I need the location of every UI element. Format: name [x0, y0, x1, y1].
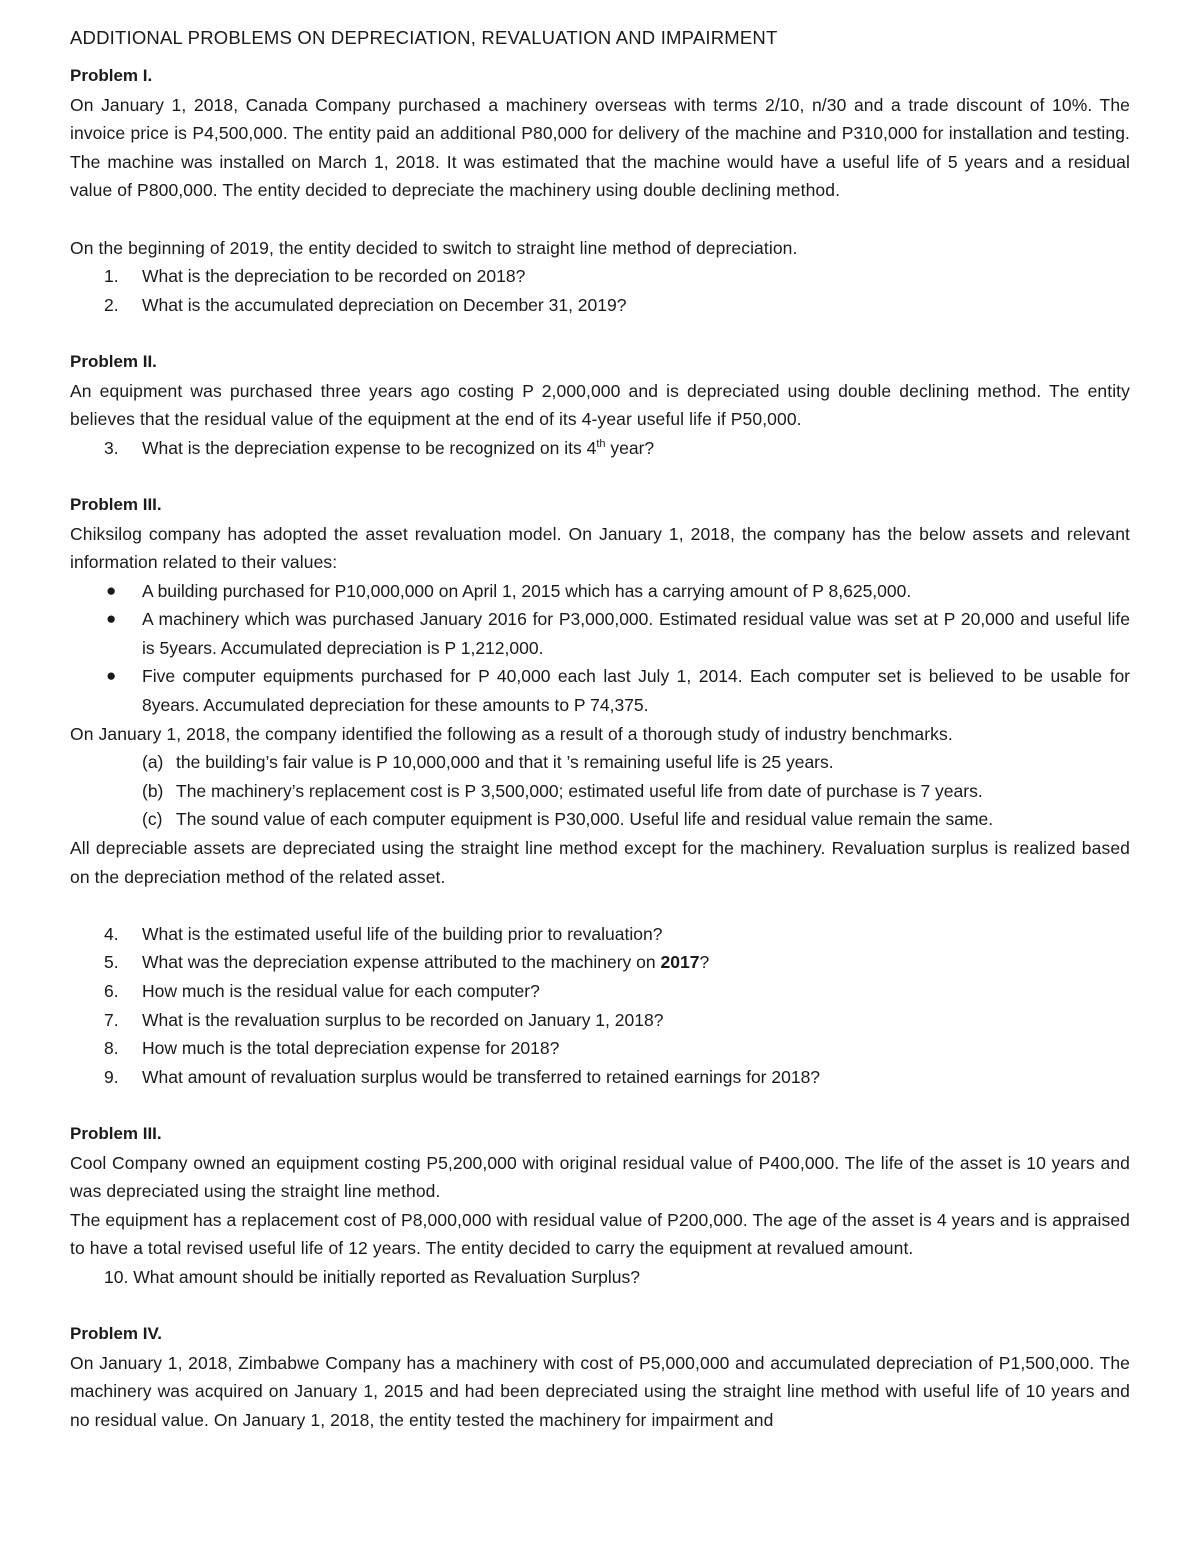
problem-4-heading: Problem III. — [70, 1123, 162, 1143]
problem-2-questions — [70, 434, 1130, 463]
problem-1-heading: Problem I. — [70, 66, 153, 85]
question-item: 3. What is the depreciation expense to be recognized on its 4th year? — [104, 437, 655, 458]
problem-3-text-2: On January 1, 2018, the company identified the following as a result of a thorough study of industry benchmarks. — [70, 723, 953, 744]
alpha-item: (c) The sound value of each computer equipment is P30,000. Useful life and residual value remain the same. — [142, 809, 994, 830]
question-item: 8. How much is the total depreciation expense for 2018? — [104, 1038, 560, 1059]
problem-2-heading: Problem II. — [70, 351, 157, 371]
question-item: 6. How much is the residual value for each computer? — [104, 981, 540, 1001]
bullet-item: ● A building purchased for P10,000,000 on April 1, 2015 which has a carrying amount of P 8,625,000. — [70, 577, 1130, 606]
problem-4-text-2: The equipment has a replacement cost of P8,000,000 with residual value of P200,000. The age of the asset is 4 years and is appraised to have a total revised useful life of 12 years. The entity decided to carry the equipment at revalued amount. — [70, 1209, 1130, 1259]
problem-5-text: On January 1, 2018, Zimbabwe Company has a machinery with cost of P5,000,000 and accumulated depreciation of P1,500,000. The machinery was acquired on January 1, 2015 and had been depreciated using the straight line method with useful life of 10 years and no residual value. On January 1, 2018, the entity tested the machinery for impairment and — [70, 1352, 1130, 1430]
document-title: ADDITIONAL PROBLEMS ON DEPRECIATION, REVALUATION AND IMPAIRMENT — [70, 27, 778, 48]
bullet-item: ● Five computer equipments purchased for P 40,000 each last July 1, 2014. Each computer set is believed to be usable for 8years. Accumulated depreciation for these amounts to P 74,375. — [70, 662, 1130, 719]
question-item: 7. What is the revaluation surplus to be recorded on January 1, 2018? — [104, 1009, 664, 1030]
alpha-item: (b) The machinery’s replacement cost is P 3,500,000; estimated useful life from date of purchase is 7 years. — [142, 780, 983, 801]
bullet-icon: ● — [106, 580, 117, 600]
problem-3-text: Chiksilog company has adopted the asset revaluation model. On January 1, 2018, the company has the below assets and relevant information related to their values: — [70, 523, 1130, 573]
problem-4-text: Cool Company owned an equipment costing P5,200,000 with original residual value of P400,000. The life of the asset is 10 years and was depreciated using the straight line method. — [70, 1152, 1130, 1202]
problem-1-questions — [70, 262, 1130, 319]
problem-4-questions — [70, 1263, 1130, 1292]
question-item: 4. What is the estimated useful life of the building prior to revaluation? — [104, 923, 663, 944]
problem-3-heading: Problem III. — [70, 494, 162, 514]
bullet-item: ● A machinery which was purchased January 2016 for P3,000,000. Estimated residual value was set at P 20,000 and useful life is 5years. Accumulated depreciation is P 1,212,000. — [70, 605, 1130, 662]
question-item: 9. What amount of revaluation surplus would be transferred to retained earnings for 2018? — [104, 1066, 821, 1087]
bullet-icon: ● — [106, 666, 117, 686]
problem-3-text-3: All depreciable assets are depreciated using the straight line method except for the machinery. Revaluation surplus is realized based on the depreciation method of the related asset. — [70, 838, 1130, 887]
asset-bullet-list — [70, 577, 1130, 720]
question-item: 10. What amount should be initially reported as Revaluation Surplus? — [104, 1266, 641, 1287]
benchmark-list — [70, 748, 1130, 834]
question-item: 2. What is the accumulated depreciation on December 31, 2019? — [104, 294, 627, 315]
alpha-item: (a) the building’s fair value is P 10,000,000 and that it ’s remaining useful life is 25 years. — [142, 752, 834, 773]
problem-1-text-2: On the beginning of 2019, the entity decided to switch to straight line method of depreciation. — [70, 237, 798, 258]
question-item: 1. What is the depreciation to be recorded on 2018? — [104, 266, 526, 287]
problem-1-text: On January 1, 2018, Canada Company purchased a machinery overseas with terms 2/10, n/30 and a trade discount of 10%. The invoice price is P4,500,000. The entity paid an additional P80,000 for delivery of the machine and P310,000 for installation and testing. The machine was installed on March 1, 2018. It was estimated that the machine would have a useful life of 5 years and a residual value of P800,000. The entity decided to depreciate the machinery using double declining method. — [70, 94, 1130, 201]
problem-2-text: An equipment was purchased three years ago costing P 2,000,000 and is depreciated using double declining method. The entity believes that the residual value of the equipment at the end of its 4-year useful life if P50,000. — [70, 380, 1130, 430]
problem-3-questions — [70, 920, 1130, 1092]
problem-5-heading: Problem IV. — [70, 1324, 162, 1344]
question-item: 5. What was the depreciation expense attributed to the machinery on 2017? — [104, 952, 710, 973]
bullet-icon: ● — [106, 609, 117, 629]
